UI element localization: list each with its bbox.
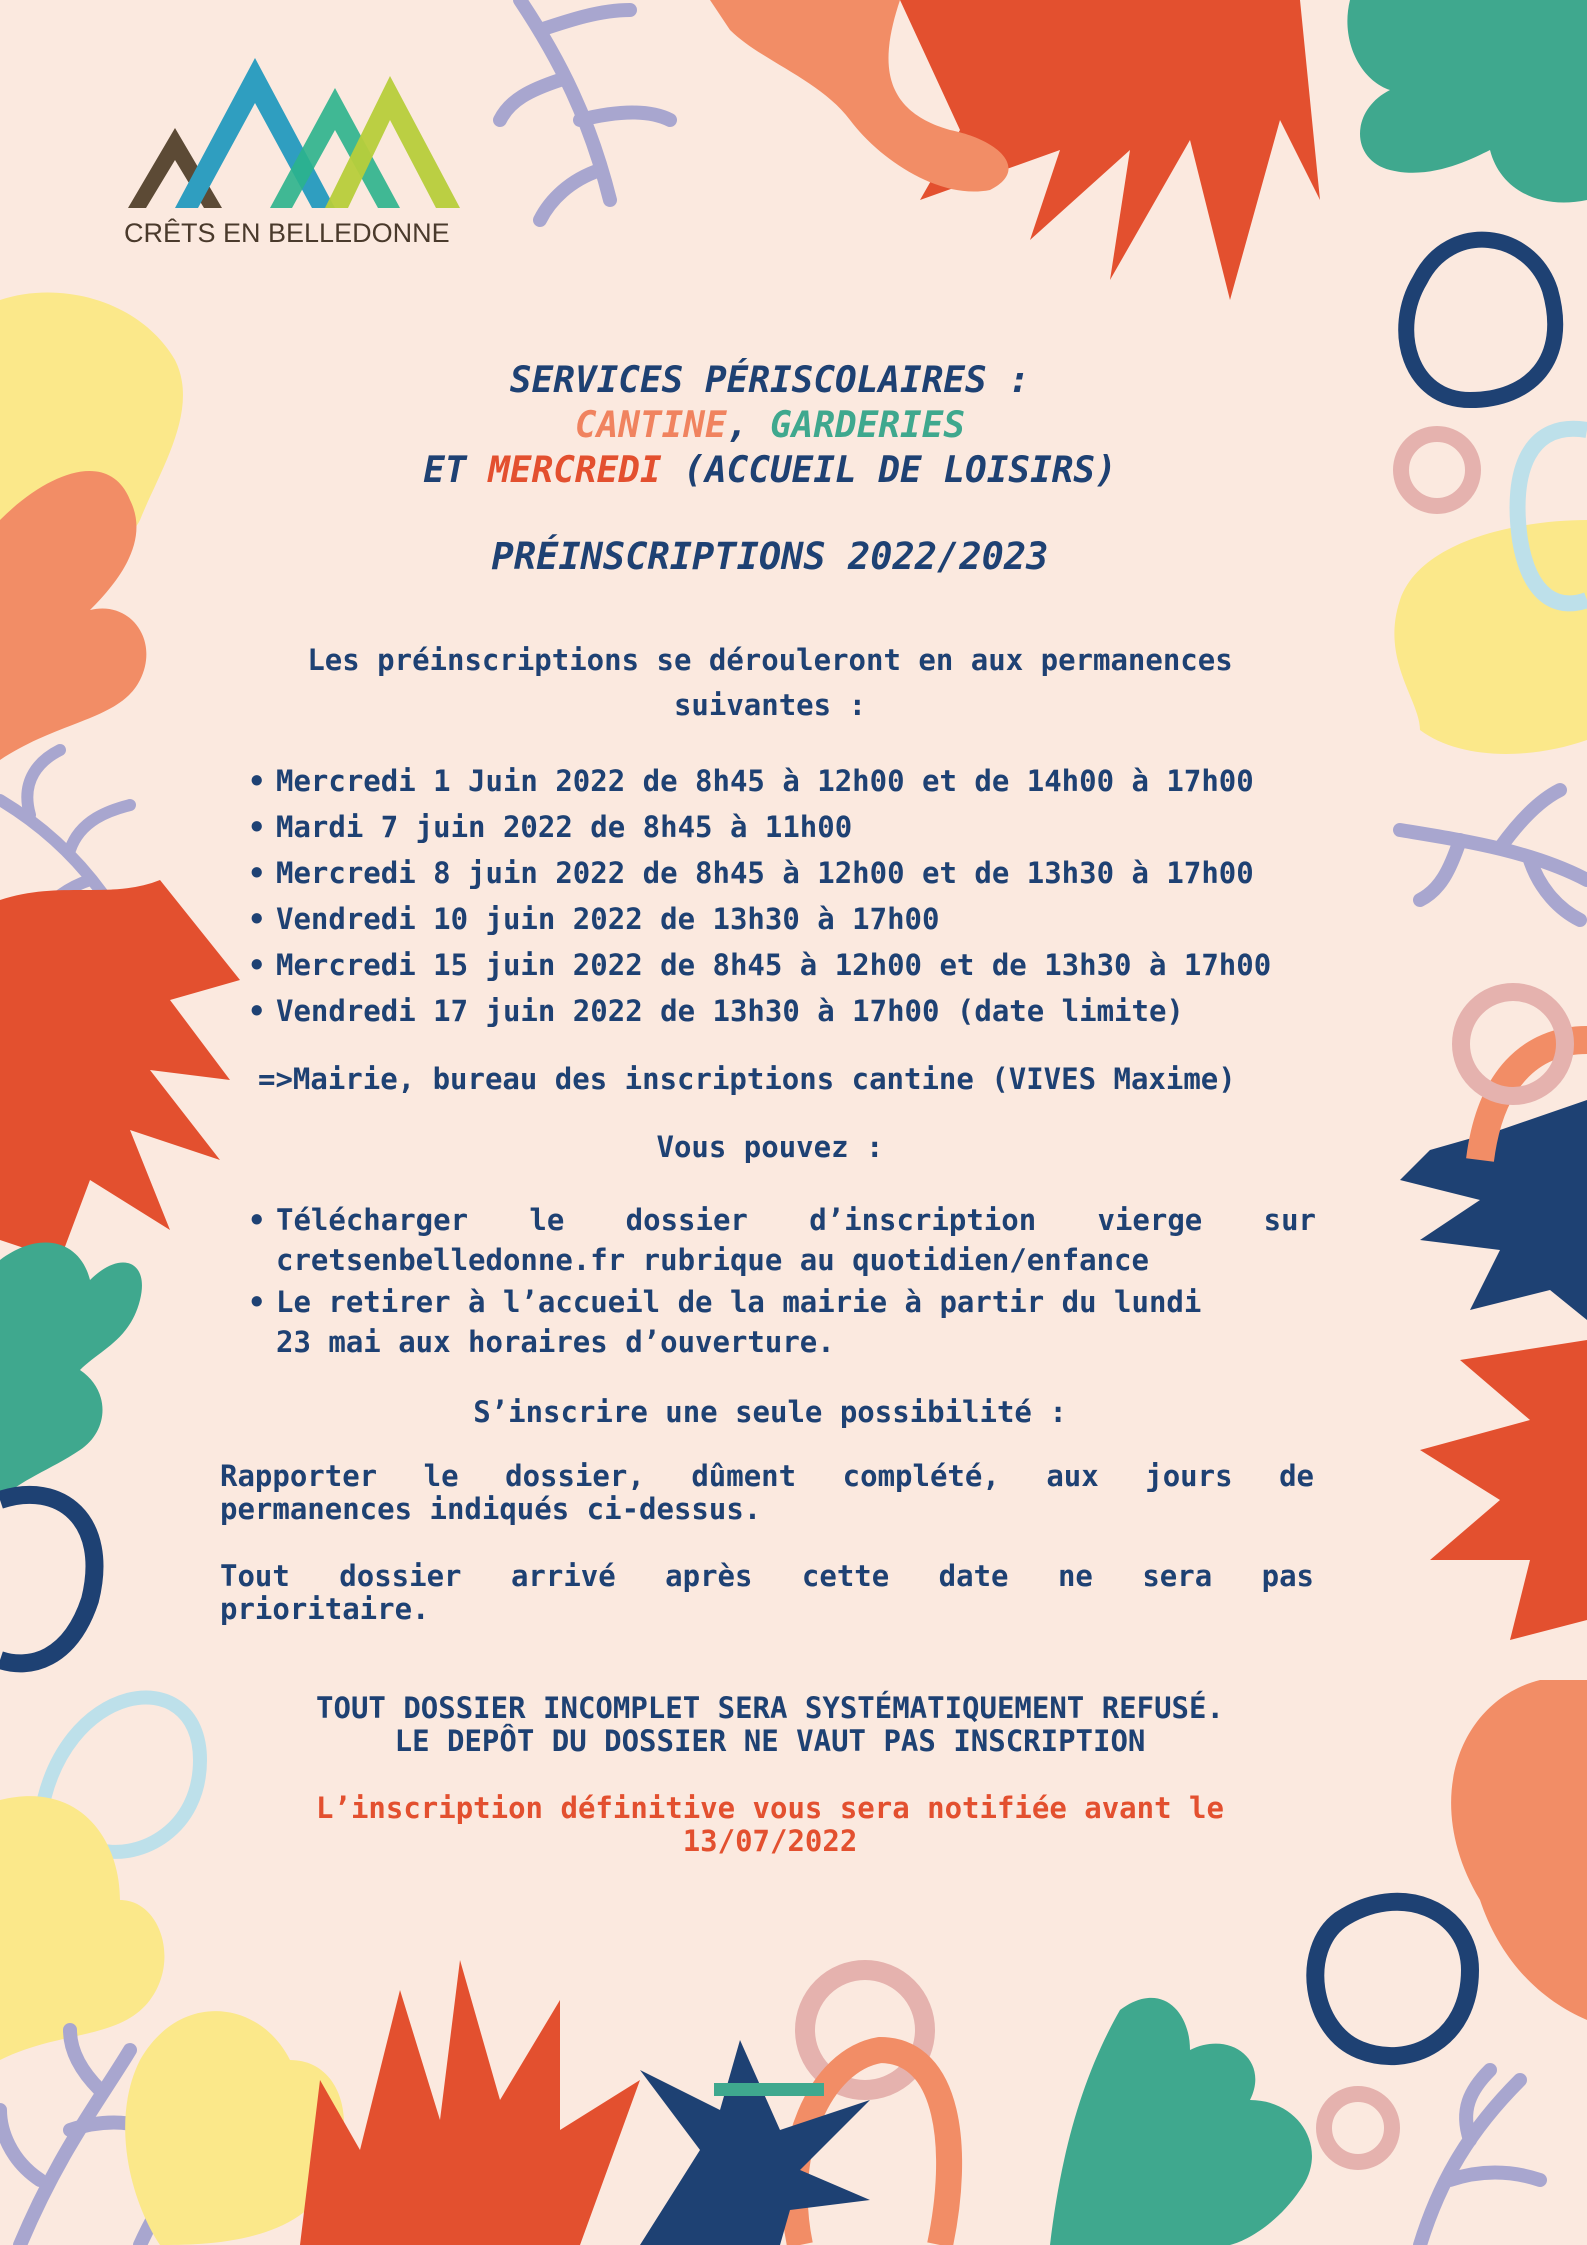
intro-line2: suivantes : (673, 688, 867, 722)
yellow-blob-bottom-left (0, 1796, 164, 2060)
title-comma: , (726, 405, 770, 446)
title-garderies: GARDERIES (770, 405, 966, 446)
option-pickup (248, 1282, 1316, 1362)
tout-dossier-paragraph (220, 1560, 1314, 1626)
lavender-plant-bottom-right (1420, 2070, 1540, 2245)
subtitle: PRÉINSCRIPTIONS 2022/2023 (491, 535, 1049, 578)
title-line1: SERVICES PÉRISCOLAIRES : (509, 360, 1031, 401)
tout-dossier-line1: Tout dossier arrivé après cette date ne sera pas (220, 1559, 1314, 1593)
yellow-blob-right (1394, 520, 1587, 754)
date-item: • Mercredi 8 juin 2022 de 8h45 à 12h00 et de 13h30 à 17h00 (248, 850, 1271, 896)
tout-dossier-line2: prioritaire. (220, 1592, 430, 1626)
warning-line2: LE DEPÔT DU DOSSIER NE VAUT PAS INSCRIPTION (394, 1724, 1146, 1758)
intro-text (270, 638, 1270, 728)
vous-pouvez: Vous pouvez : (656, 1130, 884, 1164)
pink-ring-bottom-right (1324, 2094, 1392, 2162)
navy-ring-bottom-right (1315, 1902, 1470, 2056)
title-mercredi: MERCREDI (488, 450, 662, 491)
green-accent-bar (714, 2083, 824, 2096)
option-download-line1: • Télécharger le dossier d’inscription vierge sur (276, 1203, 1316, 1237)
notice-line1: L’inscription définitive vous sera notifiée avant le (316, 1791, 1224, 1825)
rapporter-paragraph (220, 1460, 1314, 1526)
lavender-plant-top (500, 0, 670, 220)
orange-leaf-left (0, 471, 146, 760)
green-leaf-top-right (1347, 0, 1587, 203)
notice-line2: 13/07/2022 (682, 1824, 858, 1858)
dates-list (248, 758, 1271, 1034)
logo-text: CRÊTS EN BELLEDONNE (124, 218, 450, 248)
green-leaf-bottom (1050, 1998, 1312, 2245)
navy-ring-left (0, 1495, 94, 1663)
lavender-plant-right (1400, 790, 1587, 920)
option-pickup-line1: • Le retirer à l’accueil de la mairie à partir du lundi (276, 1285, 1202, 1319)
option-pickup-line2: 23 mai aux horaires d’ouverture. (276, 1325, 835, 1359)
intro-line1: Les préinscriptions se dérouleront en aux permanences (307, 643, 1233, 677)
rapporter-line1: Rapporter le dossier, dûment complété, aux jours de (220, 1459, 1314, 1493)
options-list (248, 1200, 1316, 1364)
page-title (200, 358, 1340, 493)
date-item: • Mercredi 15 juin 2022 de 8h45 à 12h00 et de 13h30 à 17h00 (248, 942, 1271, 988)
title-accueil: (ACCUEIL DE LOISIRS) (661, 450, 1117, 491)
date-item: • Mardi 7 juin 2022 de 8h45 à 11h00 (248, 804, 1271, 850)
navy-ring-right-top (1406, 240, 1555, 400)
option-download-line2: cretsenbelledonne.fr rubrique au quotidien/enfance (276, 1243, 1149, 1277)
red-hand-bottom (300, 1960, 640, 2245)
red-hand-left (0, 880, 240, 1260)
mairie-location: =>Mairie, bureau des inscriptions cantine (VIVES Maxime) (258, 1062, 1236, 1096)
option-download (248, 1200, 1316, 1280)
rapporter-line2: permanences indiqués ci-dessus. (220, 1492, 762, 1526)
warning-text (200, 1692, 1340, 1758)
red-hand-right (1420, 1340, 1587, 1640)
date-item: • Vendredi 17 juin 2022 de 13h30 à 17h00 (date limite) (248, 988, 1271, 1034)
date-item: • Vendredi 10 juin 2022 de 13h30 à 17h00 (248, 896, 1271, 942)
notice-text (200, 1792, 1340, 1858)
sinscrire-heading: S’inscrire une seule possibilité : (473, 1395, 1067, 1429)
title-line2 (200, 403, 1340, 448)
date-item: • Mercredi 1 Juin 2022 de 8h45 à 12h00 et de 14h00 à 17h00 (248, 758, 1271, 804)
warning-line1: TOUT DOSSIER INCOMPLET SERA SYSTÉMATIQUEMENT REFUSÉ. (316, 1691, 1224, 1725)
pink-ring-right-small (1401, 434, 1473, 506)
green-leaf-left (0, 1243, 142, 1500)
title-cantine: CANTINE (574, 405, 727, 446)
title-et: ET (423, 450, 489, 491)
title-line3 (200, 448, 1340, 493)
